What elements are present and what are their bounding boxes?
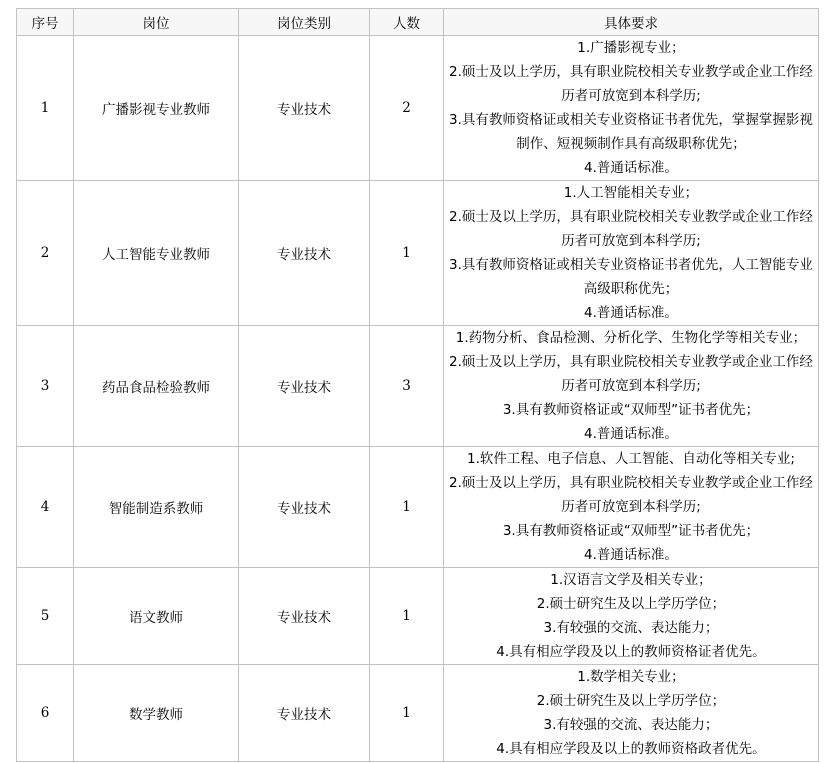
requirement-line: 3.具有教师资格证或相关专业资格证书者优先，人工智能专业高级职称优先； xyxy=(449,257,813,297)
requirement-line: 4.普通话标准。 xyxy=(584,305,678,321)
row-seq: 3 xyxy=(17,326,74,447)
row-position: 人工智能专业教师 xyxy=(74,181,239,326)
row-position: 语文教师 xyxy=(74,568,239,665)
row-count: 2 xyxy=(370,36,444,181)
row-category: 专业技术 xyxy=(239,326,370,447)
requirement-line: 3.有较强的交流、表达能力； xyxy=(543,717,719,733)
row-requirements xyxy=(444,181,819,326)
row-count: 1 xyxy=(370,665,444,762)
requirement-line: 4.普通话标准。 xyxy=(584,426,678,442)
requirement-line: 2.硕士研究生及以上学历学位； xyxy=(536,596,726,612)
requirement-line: 4.具有相应学段及以上的教师资格证者优先。 xyxy=(496,644,766,660)
row-count: 3 xyxy=(370,326,444,447)
row-seq: 6 xyxy=(17,665,74,762)
row-category: 专业技术 xyxy=(239,568,370,665)
row-category: 专业技术 xyxy=(239,665,370,762)
requirement-line: 4.普通话标准。 xyxy=(584,160,678,176)
header-category: 岗位类别 xyxy=(239,9,370,36)
table-row xyxy=(17,665,819,762)
requirement-line: 2.硕士及以上学历，具有职业院校相关专业教学或企业工作经历者可放宽到本科学历; xyxy=(449,354,813,394)
table-row xyxy=(17,568,819,665)
row-requirements xyxy=(444,326,819,447)
table-row xyxy=(17,36,819,181)
row-requirements xyxy=(444,568,819,665)
requirement-line: 3.具有教师资格证或“双师型”证书者优先； xyxy=(502,402,760,418)
requirement-line: 4.具有相应学段及以上的教师资格政者优先。 xyxy=(496,741,766,757)
table-row xyxy=(17,326,819,447)
row-requirements xyxy=(444,665,819,762)
requirement-line: 1.人工智能相关专业； xyxy=(563,185,699,201)
requirement-line: 4.普通话标准。 xyxy=(584,547,678,563)
row-count: 1 xyxy=(370,181,444,326)
requirement-line: 1.汉语言文学及相关专业； xyxy=(550,572,712,588)
recruitment-table xyxy=(16,8,819,762)
requirement-line: 1.软件工程、电子信息、人工智能、自动化等相关专业; xyxy=(467,451,795,467)
requirement-line: 2.硕士研究生及以上学历学位； xyxy=(536,693,726,709)
requirement-line: 2.硕士及以上学历，具有职业院校相关专业教学或企业工作经历者可放宽到本科学历; xyxy=(449,64,813,104)
header-seq: 序号 xyxy=(17,9,74,36)
requirement-line: 1.药物分析、食品检测、分析化学、生物化学等相关专业； xyxy=(455,330,807,346)
row-count: 1 xyxy=(370,568,444,665)
row-position: 数学教师 xyxy=(74,665,239,762)
requirement-line: 2.硕士及以上学历，具有职业院校相关专业教学或企业工作经历者可放宽到本科学历; xyxy=(449,209,813,249)
row-seq: 5 xyxy=(17,568,74,665)
row-requirements xyxy=(444,36,819,181)
table-row xyxy=(17,447,819,568)
row-seq: 1 xyxy=(17,36,74,181)
requirement-line: 1.广播影视专业； xyxy=(577,40,685,56)
header-requirements: 具体要求 xyxy=(444,9,819,36)
table-header-row xyxy=(17,9,819,36)
row-count: 1 xyxy=(370,447,444,568)
row-position: 智能制造系教师 xyxy=(74,447,239,568)
header-count: 人数 xyxy=(370,9,444,36)
requirement-line: 3.具有教师资格证或“双师型”证书者优先； xyxy=(502,523,760,539)
row-position: 广播影视专业教师 xyxy=(74,36,239,181)
row-category: 专业技术 xyxy=(239,447,370,568)
requirement-line: 3.有较强的交流、表达能力； xyxy=(543,620,719,636)
row-position: 药品食品检验教师 xyxy=(74,326,239,447)
requirement-line: 2.硕士及以上学历，具有职业院校相关专业教学或企业工作经历者可放宽到本科学历; xyxy=(449,475,813,515)
requirement-line: 3.具有教师资格证或相关专业资格证书者优先，掌握掌握影视制作、短视频制作具有高级职称优先； xyxy=(449,112,813,152)
row-seq: 2 xyxy=(17,181,74,326)
row-requirements xyxy=(444,447,819,568)
header-position: 岗位 xyxy=(74,9,239,36)
requirement-line: 1.数学相关专业； xyxy=(577,669,685,685)
row-category: 专业技术 xyxy=(239,36,370,181)
row-category: 专业技术 xyxy=(239,181,370,326)
table-row xyxy=(17,181,819,326)
row-seq: 4 xyxy=(17,447,74,568)
